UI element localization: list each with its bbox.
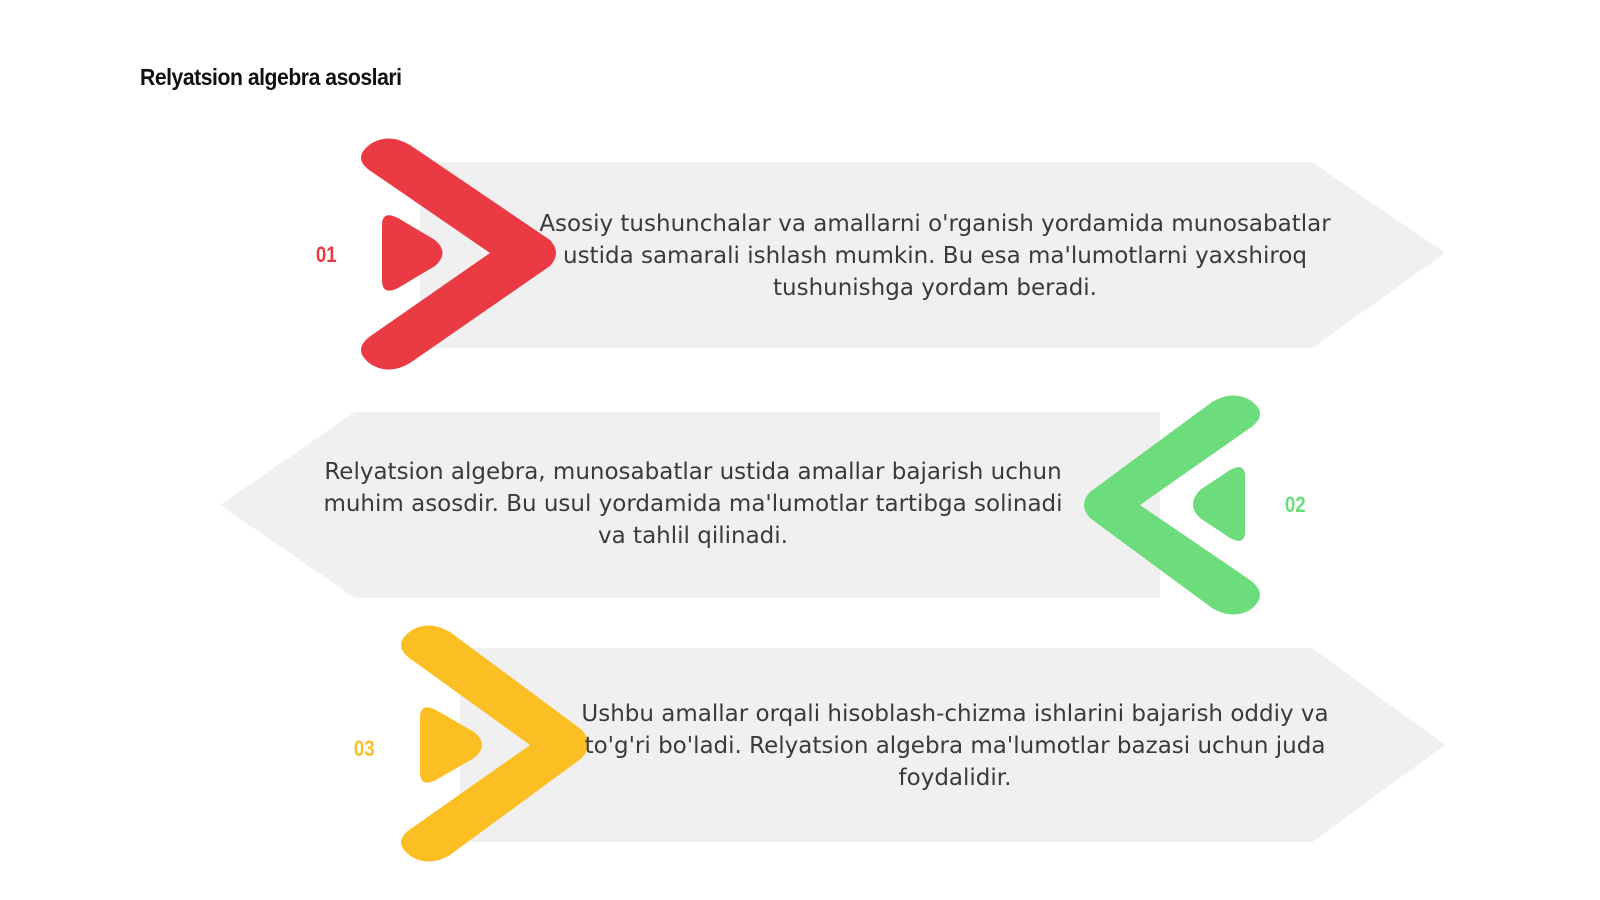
step-2-text: Relyatsion algebra, munosabatlar ustida amallar bajarish uchun muhim asosdir. Bu usul yordamida ma'lumotlar tartibga solinadi va tahlil qilinadi. [323, 459, 1063, 549]
step-3-text: Ushbu amallar orqali hisoblash-chizma ishlarini bajarish oddiy va to'g'ri bo'ladi. Relyatsion algebra ma'lumotlar bazasi uchun juda foydalidir. [581, 701, 1329, 791]
step-2-number: 02 [1284, 492, 1306, 517]
step-1-number: 01 [315, 242, 337, 267]
step-3-number: 03 [353, 736, 375, 761]
step-1-text: Asosiy tushunchalar va amallarni o'rganish yordamida munosabatlar ustida samarali ishlash mumkin. Bu esa ma'lumotlarni yaxshiroq tushunishga yordam beradi. [539, 211, 1331, 301]
slide-title: Relyatsion algebra asoslari [140, 64, 402, 90]
